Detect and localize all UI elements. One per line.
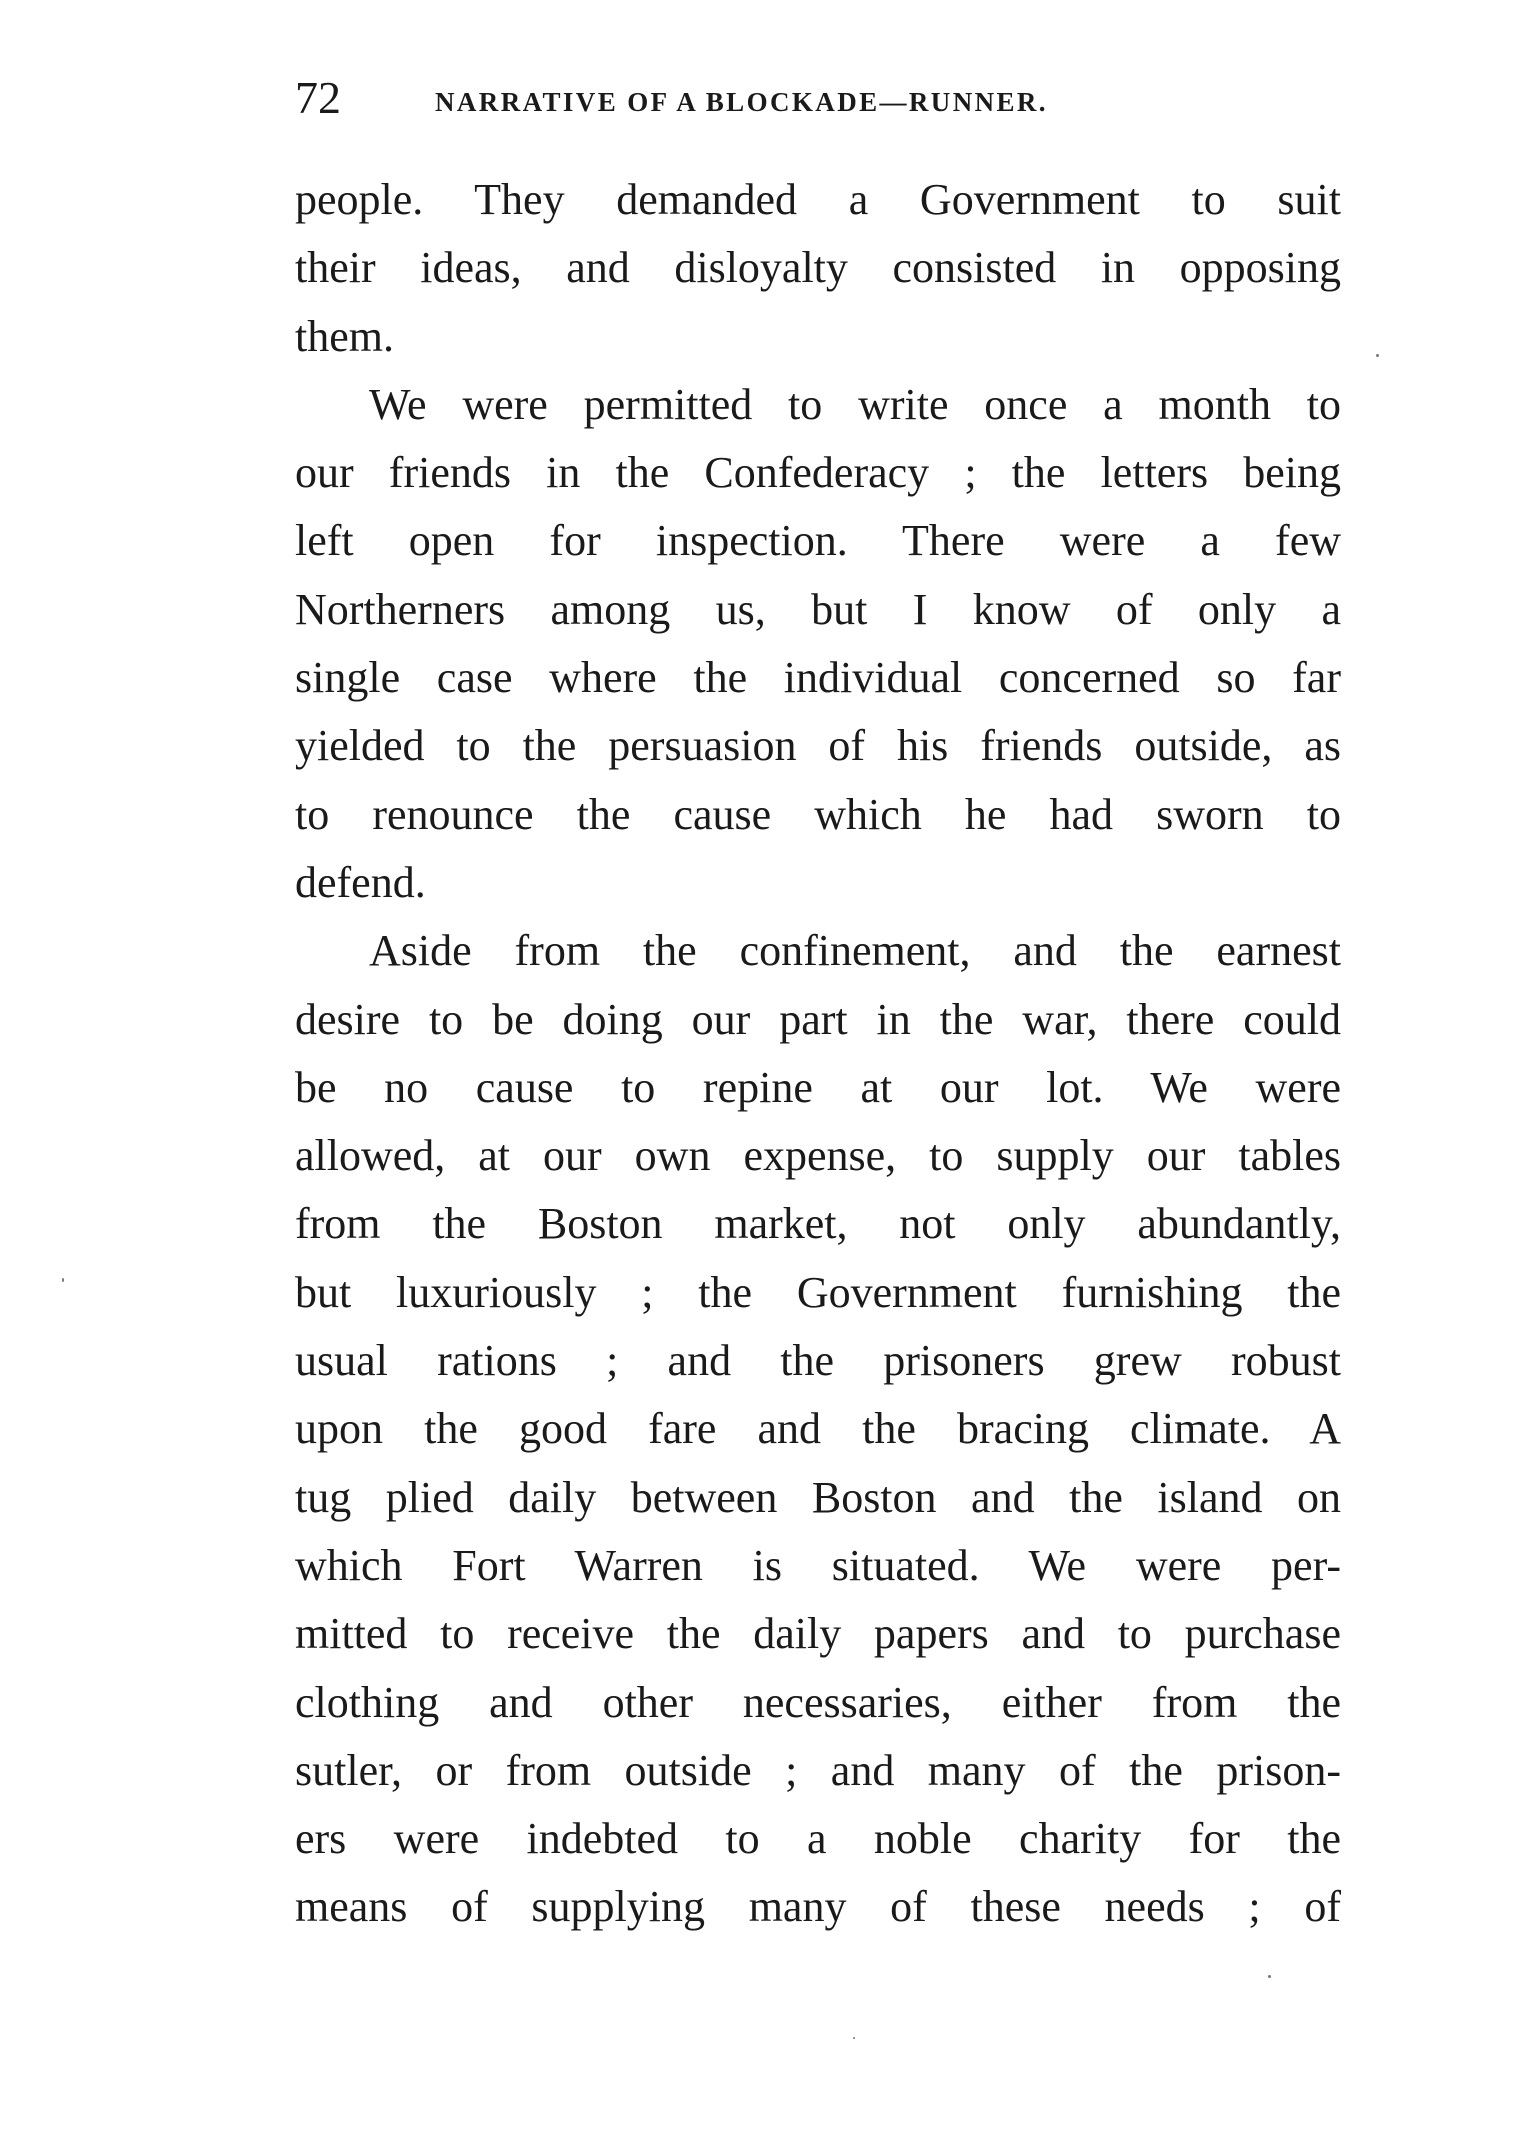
text-line: mitted to receive the daily papers and to purchase xyxy=(295,1609,1341,1659)
text-line: clothing and other necessaries, either from the xyxy=(295,1677,1341,1727)
text-line: allowed, at our own expense, to supply our tables xyxy=(295,1131,1341,1181)
text-line: ers were indebted to a noble charity for the xyxy=(295,1814,1341,1864)
text-line: which Fort Warren is situated. We were per- xyxy=(295,1540,1341,1590)
running-head xyxy=(295,68,1347,128)
page-number: 72 xyxy=(295,72,341,123)
text-line: defend. xyxy=(295,857,426,907)
paper-speck xyxy=(62,1278,64,1282)
running-title: NARRATIVE OF A BLOCKADE—RUNNER. xyxy=(435,87,1048,117)
paper-speck xyxy=(1376,354,1379,357)
text-line: be no cause to repine at our lot. We were xyxy=(295,1062,1341,1112)
text-line: people. They demanded a Government to suit xyxy=(295,175,1341,224)
text-line: sutler, or from outside ; and many of the prison- xyxy=(295,1745,1341,1795)
body-text xyxy=(295,166,1341,1942)
text-line: upon the good fare and the bracing climate. A xyxy=(295,1404,1341,1454)
text-line: left open for inspection. There were a few xyxy=(295,516,1341,566)
text-line: Northerners among us, but I know of only a xyxy=(295,584,1341,634)
text-line: yielded to the persuasion of his friends outside, as xyxy=(295,721,1341,771)
text-line: single case where the individual concerned so far xyxy=(295,653,1341,703)
text-line: our friends in the Confederacy ; the letters being xyxy=(295,448,1341,498)
paper-speck xyxy=(853,2037,855,2039)
text-line: but luxuriously ; the Government furnishing the xyxy=(295,1267,1341,1317)
paragraph-first-line: Aside from the confinement, and the earnest xyxy=(369,926,1341,976)
text-line: them. xyxy=(295,311,394,361)
paragraph-first-line: We were permitted to write once a month to xyxy=(369,379,1341,429)
text-line: from the Boston market, not only abundantly, xyxy=(295,1199,1341,1249)
paper-speck xyxy=(1268,1975,1271,1978)
text-line: their ideas, and disloyalty consisted in opposing xyxy=(295,243,1341,293)
text-line: usual rations ; and the prisoners grew robust xyxy=(295,1336,1341,1386)
text-line: means of supplying many of these needs ; of xyxy=(295,1882,1341,1932)
text-line: tug plied daily between Boston and the island on xyxy=(295,1472,1341,1522)
text-line: to renounce the cause which he had sworn to xyxy=(295,789,1341,839)
text-line: desire to be doing our part in the war, there could xyxy=(295,994,1341,1044)
